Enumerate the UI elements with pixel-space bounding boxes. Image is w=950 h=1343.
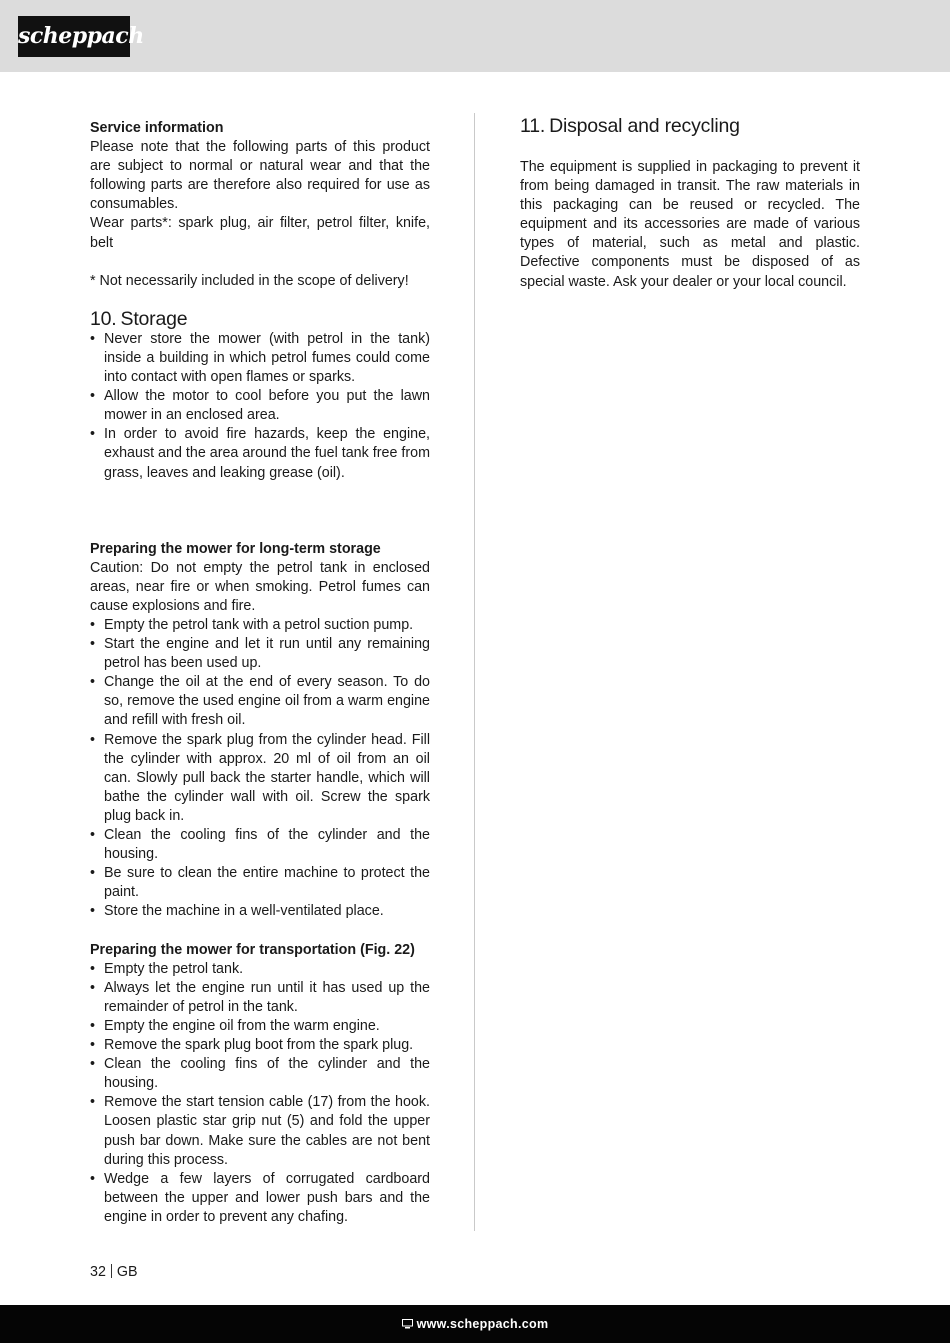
storage-heading	[90, 308, 430, 330]
list-item: • Start the engine and let it run until any remaining petrol has been used up.	[90, 635, 430, 673]
list-item: • Always let the engine run until it has used up the remainder of petrol in the tank.	[90, 979, 430, 1017]
disposal-number: 11.	[520, 115, 546, 137]
storage-title: Storage	[120, 307, 188, 330]
right-column	[520, 115, 860, 292]
list-item: • Be sure to clean the entire machine to protect the paint.	[90, 864, 430, 902]
header-band	[0, 0, 950, 72]
list-item: • Remove the start tension cable (17) from the hook. Loosen plastic star grip nut (5) and fold the upper push bar down. Make sure the cables are not bent during this process.	[90, 1093, 430, 1169]
list-item: • Empty the petrol tank with a petrol suction pump.	[90, 616, 430, 635]
scheppach-logo: scheppach	[18, 16, 130, 57]
wear-parts-text: Wear parts*: spark plug, air filter, petrol filter, knife, belt	[90, 215, 430, 251]
disposal-text: The equipment is supplied in packaging to prevent it from being damaged in transit. The raw materials in this packaging can be reused or recycled. The equipment and its accessories are made of various types of material, such as metal and plastic. Defective components must be disposed of as special waste. Ask your dealer or your local council.	[520, 159, 860, 290]
list-item: • Remove the spark plug boot from the spark plug.	[90, 1036, 430, 1055]
service-information-text: Please note that the following parts of this product are subject to normal or natural wear and that the following parts are therefore also required for use as consumables.	[90, 139, 430, 213]
page-number: 32	[90, 1264, 106, 1280]
disposal-heading	[520, 115, 860, 137]
long-term-caution: Caution: Do not empty the petrol tank in enclosed areas, near fire or when smoking. Petrol fumes can cause explosions and fire.	[90, 559, 430, 614]
transportation-title: Preparing the mower for transportation (Fig. 22)	[90, 941, 415, 958]
left-column	[90, 119, 430, 1227]
list-item: • Empty the petrol tank.	[90, 960, 430, 979]
list-item: • Remove the spark plug from the cylinder head. Fill the cylinder with approx. 20 ml of oil from an oil can. Slowly pull back the starter handle, which will bathe the cylinder wall with oil. Screw the spark plug back in.	[90, 731, 430, 826]
list-item: • Clean the cooling fins of the cylinder and the housing.	[90, 1055, 430, 1093]
delivery-note: * Not necessarily included in the scope of delivery!	[90, 272, 409, 289]
storage-number: 10.	[90, 307, 117, 330]
footer-bar	[0, 1305, 950, 1343]
list-item: • Change the oil at the end of every season. To do so, remove the used engine oil from a warm engine and refill with fresh oil.	[90, 673, 430, 730]
list-item: • In order to avoid fire hazards, keep the engine, exhaust and the area around the fuel tank free from grass, leaves and leaking grease (oil).	[90, 425, 430, 482]
disposal-title: Disposal and recycling	[549, 115, 740, 137]
list-item: • Never store the mower (with petrol in the tank) inside a building in which petrol fumes could come into contact with open flames or sparks.	[90, 330, 430, 387]
list-item: • Empty the engine oil from the warm engine.	[90, 1017, 430, 1036]
website-link[interactable]: www.scheppach.com	[416, 1317, 549, 1331]
list-item: • Clean the cooling fins of the cylinder and the housing.	[90, 826, 430, 864]
computer-icon	[402, 1305, 413, 1343]
transportation-list	[90, 960, 430, 1227]
storage-list	[90, 330, 430, 483]
language-code: GB	[116, 1264, 138, 1280]
list-item: • Allow the motor to cool before you put the lawn mower in an enclosed area.	[90, 387, 430, 425]
list-item: • Wedge a few layers of corrugated cardboard between the upper and lower push bars and the engine in order to prevent any chafing.	[90, 1170, 430, 1227]
footer-separator	[111, 1264, 112, 1278]
column-divider	[474, 113, 475, 1231]
long-term-storage-title: Preparing the mower for long-term storage	[90, 540, 381, 557]
service-information-title: Service information	[90, 120, 224, 136]
page-footer-label	[90, 1264, 138, 1280]
long-term-list	[90, 616, 430, 922]
list-item: • Store the machine in a well-ventilated place.	[90, 902, 430, 921]
